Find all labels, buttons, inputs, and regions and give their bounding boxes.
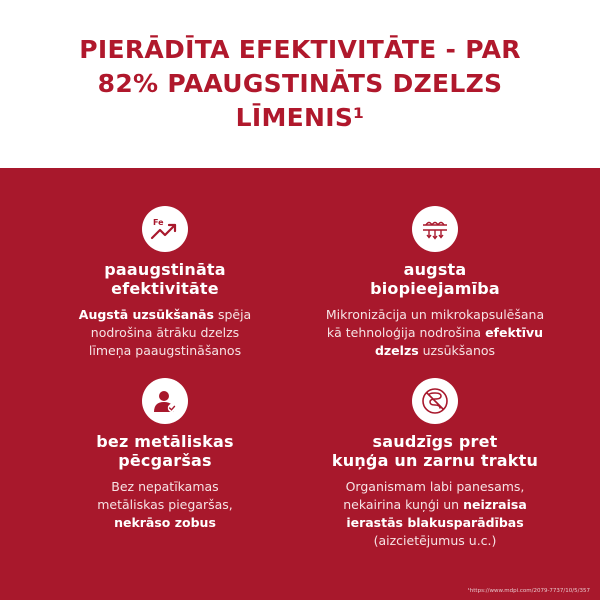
feature-description: Mikronizācija un mikrokapsulēšana kā tehnoloģija nodrošina efektīvu dzelzs uzsūkšanos: [325, 307, 545, 358]
feature-description: Augstā uzsūkšanās spēja nodrošina ātrāku dzelzs līmeņa paaugstināšanos: [78, 307, 252, 358]
footnote-reference: ¹https://www.mdpi.com/2079-7737/10/5/357: [467, 588, 590, 594]
feature-gentle-on-digestive-tract: [300, 378, 570, 550]
feature-description: Organismam labi panesams, nekairina kuņģi un neizraisa ierastās blakusparādības (aizcietējumus u.c.): [343, 479, 527, 548]
feature-title: saudzīgs pret kuņģa un zarnu traktu: [331, 432, 539, 470]
header: [0, 0, 600, 168]
no-intestine-irritation-icon: [412, 378, 458, 424]
iron-level-up-icon: [142, 206, 188, 252]
feature-high-bioavailability: [300, 206, 570, 360]
feature-description: Bez nepatīkamas metāliskas piegaršas, nekrāso zobus: [97, 479, 233, 530]
feature-title: paaugstināta efektivitāte: [104, 260, 226, 298]
feature-no-metallic-aftertaste: [30, 378, 300, 532]
features-panel: [0, 168, 600, 600]
microcapsule-absorption-icon: [412, 206, 458, 252]
feature-increased-efficacy: [30, 206, 300, 360]
feature-title: augsta biopieejamība: [370, 260, 500, 298]
fe-label: Fe: [153, 218, 164, 227]
page-title: PIERĀDĪTA EFEKTIVITĀTE - PAR 82% PAAUGSTINĀTS DZELZS LĪMENIS¹: [79, 35, 521, 132]
feature-title: bez metāliskas pēcgaršas: [96, 432, 234, 470]
person-check-icon: [142, 378, 188, 424]
